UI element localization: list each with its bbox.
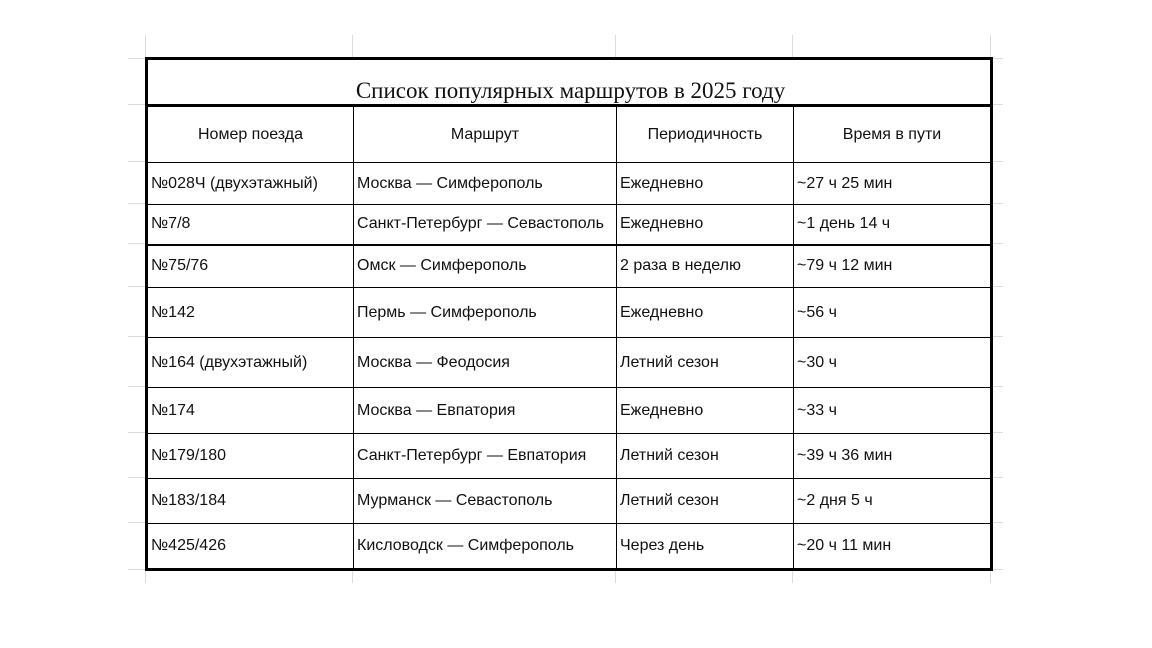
table-row	[147, 388, 992, 434]
cell-frequency[interactable]: Летний сезон	[617, 338, 794, 388]
table-row	[147, 338, 992, 388]
table-row	[147, 479, 992, 524]
cell-frequency[interactable]: Ежедневно	[617, 288, 794, 338]
table-row	[147, 434, 992, 479]
cell-travel-time[interactable]: ~1 день 14 ч	[794, 205, 992, 245]
cell-train-number[interactable]: №7/8	[147, 205, 354, 245]
cell-train-number[interactable]: №164 (двухэтажный)	[147, 338, 354, 388]
cell-travel-time[interactable]: ~20 ч 11 мин	[794, 524, 992, 570]
cell-travel-time[interactable]: ~27 ч 25 мин	[794, 163, 992, 205]
cell-travel-time[interactable]: ~56 ч	[794, 288, 992, 338]
routes-table	[145, 57, 993, 571]
cell-route[interactable]: Пермь — Симферополь	[354, 288, 617, 338]
cell-travel-time[interactable]: ~30 ч	[794, 338, 992, 388]
table-row	[147, 524, 992, 570]
table-row	[147, 245, 992, 288]
header-train-number[interactable]: Номер поезда	[147, 106, 354, 163]
cell-route[interactable]: Санкт-Петербург — Евпатория	[354, 434, 617, 479]
cell-train-number[interactable]: №028Ч (двухэтажный)	[147, 163, 354, 205]
cell-frequency[interactable]: Летний сезон	[617, 479, 794, 524]
cell-travel-time[interactable]: ~39 ч 36 мин	[794, 434, 992, 479]
cell-train-number[interactable]: №425/426	[147, 524, 354, 570]
cell-route[interactable]: Мурманск — Севастополь	[354, 479, 617, 524]
cell-frequency[interactable]: 2 раза в неделю	[617, 245, 794, 288]
header-row	[147, 106, 992, 163]
cell-travel-time[interactable]: ~33 ч	[794, 388, 992, 434]
cell-route[interactable]: Москва — Евпатория	[354, 388, 617, 434]
cell-train-number[interactable]: №174	[147, 388, 354, 434]
cell-route[interactable]: Москва — Симферополь	[354, 163, 617, 205]
cell-travel-time[interactable]: ~79 ч 12 мин	[794, 245, 992, 288]
cell-train-number[interactable]: №142	[147, 288, 354, 338]
cell-frequency[interactable]: Летний сезон	[617, 434, 794, 479]
cell-train-number[interactable]: №179/180	[147, 434, 354, 479]
cell-frequency[interactable]: Через день	[617, 524, 794, 570]
header-route[interactable]: Маршрут	[354, 106, 617, 163]
cell-route[interactable]: Омск — Симферополь	[354, 245, 617, 288]
cell-frequency[interactable]: Ежедневно	[617, 388, 794, 434]
cell-train-number[interactable]: №75/76	[147, 245, 354, 288]
cell-train-number[interactable]: №183/184	[147, 479, 354, 524]
header-travel-time[interactable]: Время в пути	[794, 106, 992, 163]
header-frequency[interactable]: Периодичность	[617, 106, 794, 163]
cell-route[interactable]: Кисловодск — Симферополь	[354, 524, 617, 570]
table-title[interactable]: Список популярных маршрутов в 2025 году	[147, 59, 992, 106]
table-row	[147, 205, 992, 245]
cell-travel-time[interactable]: ~2 дня 5 ч	[794, 479, 992, 524]
title-row	[147, 59, 992, 106]
table-row	[147, 288, 992, 338]
cell-frequency[interactable]: Ежедневно	[617, 163, 794, 205]
cell-route[interactable]: Санкт-Петербург — Севастополь	[354, 205, 617, 245]
cell-route[interactable]: Москва — Феодосия	[354, 338, 617, 388]
table-row	[147, 163, 992, 205]
cell-frequency[interactable]: Ежедневно	[617, 205, 794, 245]
routes-table-container	[145, 57, 990, 571]
